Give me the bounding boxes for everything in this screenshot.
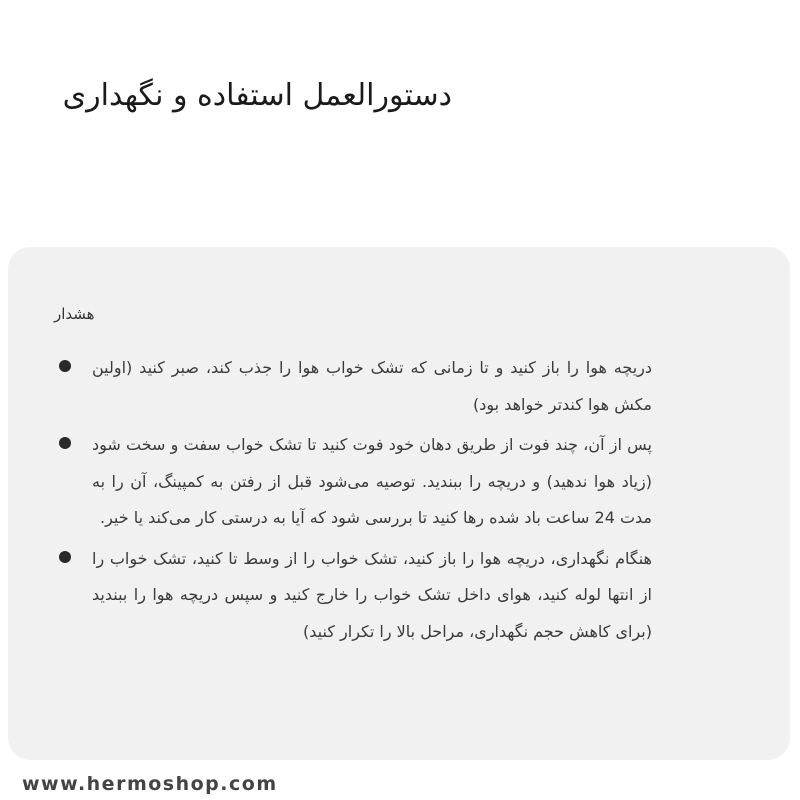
list-item-text: دریچه هوا را باز کنید و تا زمانی که تشک خواب هوا را جذب کند، صبر کنید (اولین مکش هوا کندتر خواهد بود) <box>92 358 652 414</box>
list-item <box>54 350 694 423</box>
list-item-text: پس از آن، چند فوت از طریق دهان خود فوت کنید تا تشک خواب سفت و سخت شود (زیاد هوا ندهید) و دریچه را ببندید. توصیه می‌شود قبل از رفتن به کمپینگ، آن را به مدت 24 ساعت باد شده رها کنید تا بررسی شود که آیا به درستی کار می‌کند یا خیر. <box>92 435 652 527</box>
list-item-text: هنگام نگهداری، دریچه هوا را باز کنید، تشک خواب را از وسط تا کنید، تشک خواب را از انتها لوله کنید، هوای داخل تشک خواب را خارج کنید و سپس دریچه هوا را ببندید (برای کاهش حجم نگهداری، مراحل بالا را تکرار کنید) <box>92 548 652 641</box>
footer-url: www.hermoshop.com <box>22 773 278 795</box>
bullet-icon <box>59 360 71 372</box>
list-item <box>54 427 694 537</box>
bullet-icon <box>59 437 71 449</box>
warning-list <box>54 350 694 654</box>
warning-label: هشدار <box>54 305 95 323</box>
warning-card <box>8 247 790 760</box>
list-item <box>54 541 694 651</box>
bullet-icon <box>59 551 71 563</box>
page-title: دستورالعمل استفاده و نگهداری <box>62 78 452 113</box>
